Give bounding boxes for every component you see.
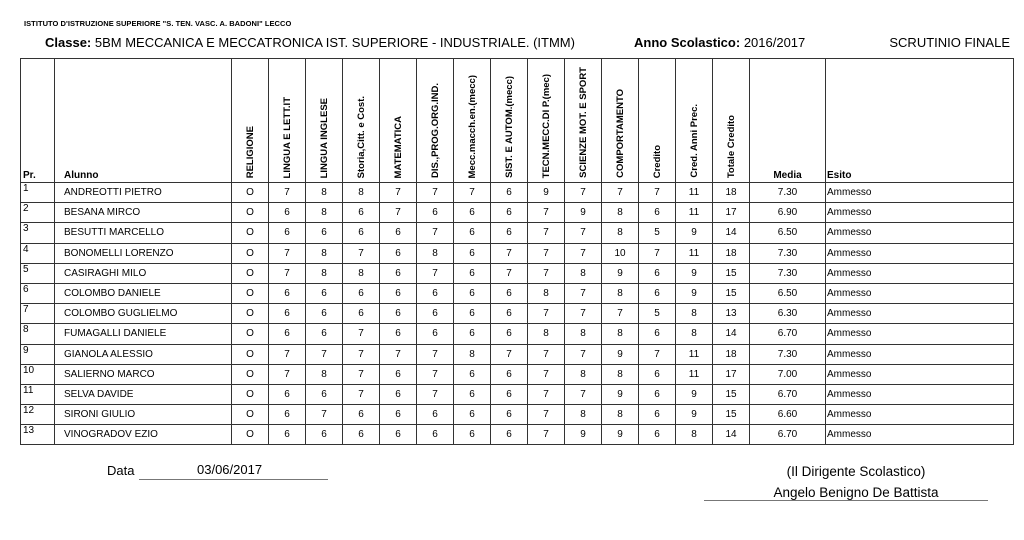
grade-cell: 7 bbox=[491, 243, 528, 263]
grade-cell: 7 bbox=[380, 183, 417, 203]
table-body bbox=[21, 183, 1014, 445]
esito-cell: Ammesso bbox=[826, 344, 1014, 364]
grade-cell: 6 bbox=[454, 304, 491, 324]
grade-cell: O bbox=[232, 344, 269, 364]
grade-cell: 6 bbox=[491, 425, 528, 445]
table-row bbox=[21, 304, 1014, 324]
grade-cell: 6 bbox=[306, 384, 343, 404]
grade-cell: 8 bbox=[306, 183, 343, 203]
column-header-subject bbox=[491, 59, 528, 183]
grade-cell: 7 bbox=[639, 243, 676, 263]
student-name: COLOMBO GUGLIELMO bbox=[55, 304, 232, 324]
grade-cell: 17 bbox=[713, 364, 750, 384]
grade-cell: 15 bbox=[713, 263, 750, 283]
table-row bbox=[21, 405, 1014, 425]
table-row bbox=[21, 243, 1014, 263]
grade-cell: 6 bbox=[639, 283, 676, 303]
grade-cell: O bbox=[232, 263, 269, 283]
grade-cell: 8 bbox=[306, 243, 343, 263]
grade-cell: 7 bbox=[269, 183, 306, 203]
row-number: 8 bbox=[21, 324, 55, 344]
grade-cell: 6 bbox=[306, 304, 343, 324]
grade-cell: 7 bbox=[380, 203, 417, 223]
column-header-media: Media bbox=[750, 59, 826, 183]
grade-cell: O bbox=[232, 425, 269, 445]
table-row bbox=[21, 283, 1014, 303]
column-header-subject bbox=[417, 59, 454, 183]
media-cell: 6.50 bbox=[750, 283, 826, 303]
column-header-subject bbox=[343, 59, 380, 183]
grade-cell: 6 bbox=[491, 283, 528, 303]
table-row bbox=[21, 263, 1014, 283]
grade-cell: 8 bbox=[454, 344, 491, 364]
grade-cell: 6 bbox=[343, 223, 380, 243]
esito-cell: Ammesso bbox=[826, 183, 1014, 203]
media-cell: 7.30 bbox=[750, 344, 826, 364]
student-name: BESANA MIRCO bbox=[55, 203, 232, 223]
student-name: FUMAGALLI DANIELE bbox=[55, 324, 232, 344]
grade-cell: 6 bbox=[639, 364, 676, 384]
grade-cell: 6 bbox=[380, 384, 417, 404]
grade-cell: 8 bbox=[565, 324, 602, 344]
grade-cell: 9 bbox=[602, 263, 639, 283]
institute-name: ISTITUTO D'ISTRUZIONE SUPERIORE "S. TEN. VASC. A. BADONI" LECCO bbox=[24, 19, 292, 28]
esito-cell: Ammesso bbox=[826, 263, 1014, 283]
grade-cell: 6 bbox=[343, 283, 380, 303]
row-number: 9 bbox=[21, 344, 55, 364]
grade-cell: 7 bbox=[528, 364, 565, 384]
grade-cell: 9 bbox=[676, 405, 713, 425]
column-header-label: LINGUA INGLESE bbox=[318, 97, 330, 178]
grade-cell: 7 bbox=[343, 364, 380, 384]
grade-cell: 8 bbox=[343, 263, 380, 283]
row-number: 10 bbox=[21, 364, 55, 384]
grade-cell: 6 bbox=[417, 324, 454, 344]
grade-cell: 15 bbox=[713, 283, 750, 303]
grade-cell: 6 bbox=[491, 384, 528, 404]
grade-cell: 13 bbox=[713, 304, 750, 324]
grade-cell: 9 bbox=[602, 384, 639, 404]
grade-cell: 6 bbox=[639, 425, 676, 445]
class-label: Classe: bbox=[45, 35, 92, 50]
grade-cell: O bbox=[232, 324, 269, 344]
column-header-subject bbox=[380, 59, 417, 183]
grade-cell: 7 bbox=[565, 304, 602, 324]
grade-cell: O bbox=[232, 283, 269, 303]
grade-cell: 10 bbox=[602, 243, 639, 263]
row-number: 2 bbox=[21, 203, 55, 223]
grade-cell: 6 bbox=[491, 324, 528, 344]
grade-cell: 6 bbox=[454, 425, 491, 445]
table-row bbox=[21, 344, 1014, 364]
grade-cell: 14 bbox=[713, 324, 750, 344]
grade-cell: 14 bbox=[713, 425, 750, 445]
grade-cell: 6 bbox=[269, 304, 306, 324]
grade-cell: 7 bbox=[602, 183, 639, 203]
grade-cell: 7 bbox=[491, 263, 528, 283]
column-header-label: Storia,Citt. e Cost. bbox=[355, 95, 367, 178]
grades-table bbox=[20, 58, 1014, 445]
grade-cell: 8 bbox=[306, 364, 343, 384]
row-number: 1 bbox=[21, 183, 55, 203]
column-header-esito: Esito bbox=[826, 59, 1014, 183]
grade-cell: O bbox=[232, 223, 269, 243]
grade-cell: 11 bbox=[676, 203, 713, 223]
grade-cell: 5 bbox=[639, 223, 676, 243]
class-value: 5BM MECCANICA E MECCATRONICA IST. SUPERIORE - INDUSTRIALE. (ITMM) bbox=[94, 35, 575, 50]
column-header-subject bbox=[602, 59, 639, 183]
grade-cell: 6 bbox=[491, 223, 528, 243]
grade-cell: 7 bbox=[528, 263, 565, 283]
grade-cell: 7 bbox=[417, 263, 454, 283]
table-row bbox=[21, 223, 1014, 243]
grade-cell: 6 bbox=[454, 405, 491, 425]
row-number: 4 bbox=[21, 243, 55, 263]
grade-cell: 6 bbox=[454, 384, 491, 404]
grade-cell: 7 bbox=[528, 344, 565, 364]
esito-cell: Ammesso bbox=[826, 283, 1014, 303]
esito-cell: Ammesso bbox=[826, 223, 1014, 243]
grade-cell: 6 bbox=[306, 283, 343, 303]
grade-cell: 9 bbox=[676, 263, 713, 283]
grade-cell: 6 bbox=[491, 364, 528, 384]
grade-cell: 7 bbox=[565, 344, 602, 364]
grade-cell: 6 bbox=[269, 223, 306, 243]
grade-cell: 7 bbox=[565, 183, 602, 203]
media-cell: 6.70 bbox=[750, 384, 826, 404]
grade-cell: 7 bbox=[454, 183, 491, 203]
table-row bbox=[21, 364, 1014, 384]
student-name: GIANOLA ALESSIO bbox=[55, 344, 232, 364]
column-header-subject bbox=[306, 59, 343, 183]
student-name: BESUTTI MARCELLO bbox=[55, 223, 232, 243]
grade-cell: 6 bbox=[491, 304, 528, 324]
column-header-pr: Pr. bbox=[21, 59, 55, 183]
grade-cell: 8 bbox=[306, 263, 343, 283]
grade-cell: 6 bbox=[306, 223, 343, 243]
grade-cell: 6 bbox=[417, 283, 454, 303]
grade-cell: 6 bbox=[454, 203, 491, 223]
media-cell: 6.60 bbox=[750, 405, 826, 425]
esito-cell: Ammesso bbox=[826, 425, 1014, 445]
grade-cell: 7 bbox=[639, 183, 676, 203]
row-number: 13 bbox=[21, 425, 55, 445]
grade-cell: 6 bbox=[417, 203, 454, 223]
grade-cell: 7 bbox=[417, 223, 454, 243]
grade-cell: 7 bbox=[269, 263, 306, 283]
grade-cell: 8 bbox=[343, 183, 380, 203]
row-number: 3 bbox=[21, 223, 55, 243]
grade-cell: 7 bbox=[306, 344, 343, 364]
column-header-subject bbox=[676, 59, 713, 183]
media-cell: 6.70 bbox=[750, 324, 826, 344]
grade-cell: 7 bbox=[380, 344, 417, 364]
grade-cell: 6 bbox=[639, 203, 676, 223]
date-underline bbox=[139, 479, 328, 480]
column-header-subject bbox=[454, 59, 491, 183]
grade-cell: 7 bbox=[528, 243, 565, 263]
grade-cell: 8 bbox=[417, 243, 454, 263]
column-header-label: RELIGIONE bbox=[244, 125, 256, 178]
grade-cell: 7 bbox=[528, 203, 565, 223]
student-name: SALIERNO MARCO bbox=[55, 364, 232, 384]
grade-cell: 9 bbox=[602, 344, 639, 364]
grade-cell: 6 bbox=[269, 324, 306, 344]
esito-cell: Ammesso bbox=[826, 324, 1014, 344]
column-header-label: SIST. E AUTOM.(mecc) bbox=[503, 76, 515, 178]
grade-cell: 8 bbox=[602, 223, 639, 243]
grade-cell: 5 bbox=[639, 304, 676, 324]
column-header-subject bbox=[232, 59, 269, 183]
column-header-label: LINGUA E LETT.IT bbox=[281, 96, 293, 178]
grade-cell: 6 bbox=[380, 223, 417, 243]
grade-cell: 6 bbox=[380, 304, 417, 324]
grade-cell: 18 bbox=[713, 344, 750, 364]
grade-cell: 7 bbox=[528, 304, 565, 324]
date-value: 03/06/2017 bbox=[197, 462, 263, 477]
grade-cell: 6 bbox=[343, 203, 380, 223]
grade-cell: 11 bbox=[676, 243, 713, 263]
grade-cell: O bbox=[232, 243, 269, 263]
grade-cell: 7 bbox=[417, 364, 454, 384]
grade-cell: 8 bbox=[565, 263, 602, 283]
table-row bbox=[21, 203, 1014, 223]
grade-cell: O bbox=[232, 304, 269, 324]
grade-cell: 7 bbox=[565, 384, 602, 404]
column-header-label: SCIENZE MOT. E SPORT bbox=[577, 67, 589, 178]
grade-cell: 6 bbox=[639, 263, 676, 283]
column-header-label: DIS.,PROG.ORG.IND. bbox=[429, 82, 441, 178]
student-name: COLOMBO DANIELE bbox=[55, 283, 232, 303]
row-number: 12 bbox=[21, 405, 55, 425]
school-year-label: Anno Scolastico: bbox=[634, 35, 741, 50]
school-year-line bbox=[634, 35, 805, 50]
row-number: 7 bbox=[21, 304, 55, 324]
grade-cell: 6 bbox=[380, 364, 417, 384]
esito-cell: Ammesso bbox=[826, 243, 1014, 263]
grade-cell: 6 bbox=[343, 425, 380, 445]
grade-cell: 8 bbox=[565, 405, 602, 425]
grade-cell: 6 bbox=[380, 324, 417, 344]
esito-cell: Ammesso bbox=[826, 405, 1014, 425]
student-name: VINOGRADOV EZIO bbox=[55, 425, 232, 445]
grade-cell: 7 bbox=[417, 183, 454, 203]
grade-cell: 18 bbox=[713, 183, 750, 203]
grade-cell: 7 bbox=[343, 324, 380, 344]
grade-cell: 6 bbox=[380, 263, 417, 283]
school-year-value: 2016/2017 bbox=[743, 35, 806, 50]
dirigente-title: (Il Dirigente Scolastico) bbox=[786, 464, 926, 479]
row-number: 11 bbox=[21, 384, 55, 404]
grade-cell: 7 bbox=[565, 243, 602, 263]
grade-cell: 8 bbox=[306, 203, 343, 223]
column-header-subject bbox=[713, 59, 750, 183]
grade-cell: 11 bbox=[676, 344, 713, 364]
student-name: ANDREOTTI PIETRO bbox=[55, 183, 232, 203]
grade-cell: 6 bbox=[269, 425, 306, 445]
grade-cell: 7 bbox=[602, 304, 639, 324]
grade-cell: 6 bbox=[380, 425, 417, 445]
grade-cell: 6 bbox=[306, 425, 343, 445]
grade-cell: 8 bbox=[676, 324, 713, 344]
table-row bbox=[21, 324, 1014, 344]
column-header-label: Credito bbox=[651, 144, 663, 178]
grade-cell: 7 bbox=[528, 223, 565, 243]
grade-cell: 6 bbox=[454, 324, 491, 344]
media-cell: 6.70 bbox=[750, 425, 826, 445]
grade-cell: 7 bbox=[528, 425, 565, 445]
grade-cell: 6 bbox=[343, 405, 380, 425]
grade-cell: 6 bbox=[454, 364, 491, 384]
table-row bbox=[21, 183, 1014, 203]
column-header-subject bbox=[639, 59, 676, 183]
grade-cell: 7 bbox=[269, 243, 306, 263]
grade-cell: 8 bbox=[602, 324, 639, 344]
media-cell: 6.30 bbox=[750, 304, 826, 324]
signature-line bbox=[704, 500, 988, 501]
grade-cell: 6 bbox=[491, 183, 528, 203]
media-cell: 7.00 bbox=[750, 364, 826, 384]
grade-cell: 15 bbox=[713, 384, 750, 404]
student-name: SIRONI GIULIO bbox=[55, 405, 232, 425]
esito-cell: Ammesso bbox=[826, 304, 1014, 324]
grade-cell: 6 bbox=[491, 405, 528, 425]
column-header-alunno: Alunno bbox=[55, 59, 232, 183]
dirigente-name: Angelo Benigno De Battista bbox=[773, 485, 939, 500]
grade-cell: 8 bbox=[528, 324, 565, 344]
grade-cell: O bbox=[232, 405, 269, 425]
grade-cell: 6 bbox=[491, 203, 528, 223]
grade-cell: 8 bbox=[676, 425, 713, 445]
media-cell: 7.30 bbox=[750, 243, 826, 263]
column-header-label: TECN.MECC.DI P.(mec) bbox=[540, 73, 552, 178]
column-header-label: Mecc.macch.en.(mecc) bbox=[466, 74, 478, 178]
grade-cell: 7 bbox=[343, 344, 380, 364]
grade-cell: 9 bbox=[528, 183, 565, 203]
grade-cell: 6 bbox=[380, 283, 417, 303]
grade-cell: 7 bbox=[417, 384, 454, 404]
grade-cell: 8 bbox=[602, 283, 639, 303]
student-name: BONOMELLI LORENZO bbox=[55, 243, 232, 263]
media-cell: 6.90 bbox=[750, 203, 826, 223]
date-label: Data bbox=[107, 463, 135, 478]
student-name: SELVA DAVIDE bbox=[55, 384, 232, 404]
grade-cell: 7 bbox=[343, 243, 380, 263]
grade-cell: 7 bbox=[306, 405, 343, 425]
media-cell: 6.50 bbox=[750, 223, 826, 243]
grade-cell: 6 bbox=[269, 203, 306, 223]
grade-cell: 7 bbox=[565, 283, 602, 303]
grade-cell: 6 bbox=[454, 283, 491, 303]
grade-cell: 6 bbox=[639, 384, 676, 404]
table-row bbox=[21, 384, 1014, 404]
grade-cell: 9 bbox=[565, 425, 602, 445]
grade-cell: 6 bbox=[343, 304, 380, 324]
grade-cell: 6 bbox=[380, 243, 417, 263]
grade-cell: 8 bbox=[676, 304, 713, 324]
grade-cell: 8 bbox=[602, 203, 639, 223]
grade-cell: 6 bbox=[269, 384, 306, 404]
grade-cell: 15 bbox=[713, 405, 750, 425]
grade-cell: O bbox=[232, 183, 269, 203]
column-header-label: COMPORTAMENTO bbox=[614, 89, 626, 178]
grade-cell: 6 bbox=[417, 304, 454, 324]
grade-cell: 9 bbox=[676, 283, 713, 303]
column-header-label: Totale Credito bbox=[725, 114, 737, 178]
grade-cell: O bbox=[232, 364, 269, 384]
grade-cell: 14 bbox=[713, 223, 750, 243]
class-line bbox=[45, 35, 575, 50]
grade-cell: 6 bbox=[269, 283, 306, 303]
grade-cell: 8 bbox=[602, 364, 639, 384]
grade-cell: 9 bbox=[676, 223, 713, 243]
scrutinio-title: SCRUTINIO FINALE bbox=[889, 35, 1010, 50]
table-header-row bbox=[21, 59, 1014, 183]
table-row bbox=[21, 425, 1014, 445]
grade-cell: 7 bbox=[528, 384, 565, 404]
column-header-subject bbox=[269, 59, 306, 183]
media-cell: 7.30 bbox=[750, 183, 826, 203]
grade-cell: 6 bbox=[454, 263, 491, 283]
grade-cell: 7 bbox=[343, 384, 380, 404]
grade-cell: 6 bbox=[417, 425, 454, 445]
column-header-label: Cred. Anni Prec. bbox=[688, 104, 700, 178]
grade-cell: 9 bbox=[565, 203, 602, 223]
grade-cell: 6 bbox=[417, 405, 454, 425]
grade-cell: 7 bbox=[417, 344, 454, 364]
row-number: 5 bbox=[21, 263, 55, 283]
grade-cell: 11 bbox=[676, 364, 713, 384]
grade-cell: 6 bbox=[380, 405, 417, 425]
grade-cell: 6 bbox=[639, 324, 676, 344]
grade-cell: 6 bbox=[306, 324, 343, 344]
grade-cell: 7 bbox=[528, 405, 565, 425]
grade-cell: 8 bbox=[565, 364, 602, 384]
esito-cell: Ammesso bbox=[826, 203, 1014, 223]
grade-cell: 17 bbox=[713, 203, 750, 223]
grade-cell: 11 bbox=[676, 183, 713, 203]
grade-cell: O bbox=[232, 384, 269, 404]
grade-cell: O bbox=[232, 203, 269, 223]
column-header-subject bbox=[528, 59, 565, 183]
grade-cell: 6 bbox=[639, 405, 676, 425]
grade-cell: 9 bbox=[676, 384, 713, 404]
column-header-label: MATEMATICA bbox=[392, 115, 404, 178]
grade-cell: 8 bbox=[528, 283, 565, 303]
grade-cell: 7 bbox=[639, 344, 676, 364]
column-header-subject bbox=[565, 59, 602, 183]
grade-cell: 7 bbox=[491, 344, 528, 364]
grade-cell: 6 bbox=[454, 223, 491, 243]
grade-cell: 7 bbox=[565, 223, 602, 243]
grade-cell: 7 bbox=[269, 344, 306, 364]
grade-cell: 9 bbox=[602, 425, 639, 445]
row-number: 6 bbox=[21, 283, 55, 303]
grade-cell: 7 bbox=[269, 364, 306, 384]
student-name: CASIRAGHI MILO bbox=[55, 263, 232, 283]
esito-cell: Ammesso bbox=[826, 364, 1014, 384]
grade-cell: 6 bbox=[454, 243, 491, 263]
grade-cell: 18 bbox=[713, 243, 750, 263]
grade-cell: 6 bbox=[269, 405, 306, 425]
esito-cell: Ammesso bbox=[826, 384, 1014, 404]
media-cell: 7.30 bbox=[750, 263, 826, 283]
grade-cell: 8 bbox=[602, 405, 639, 425]
